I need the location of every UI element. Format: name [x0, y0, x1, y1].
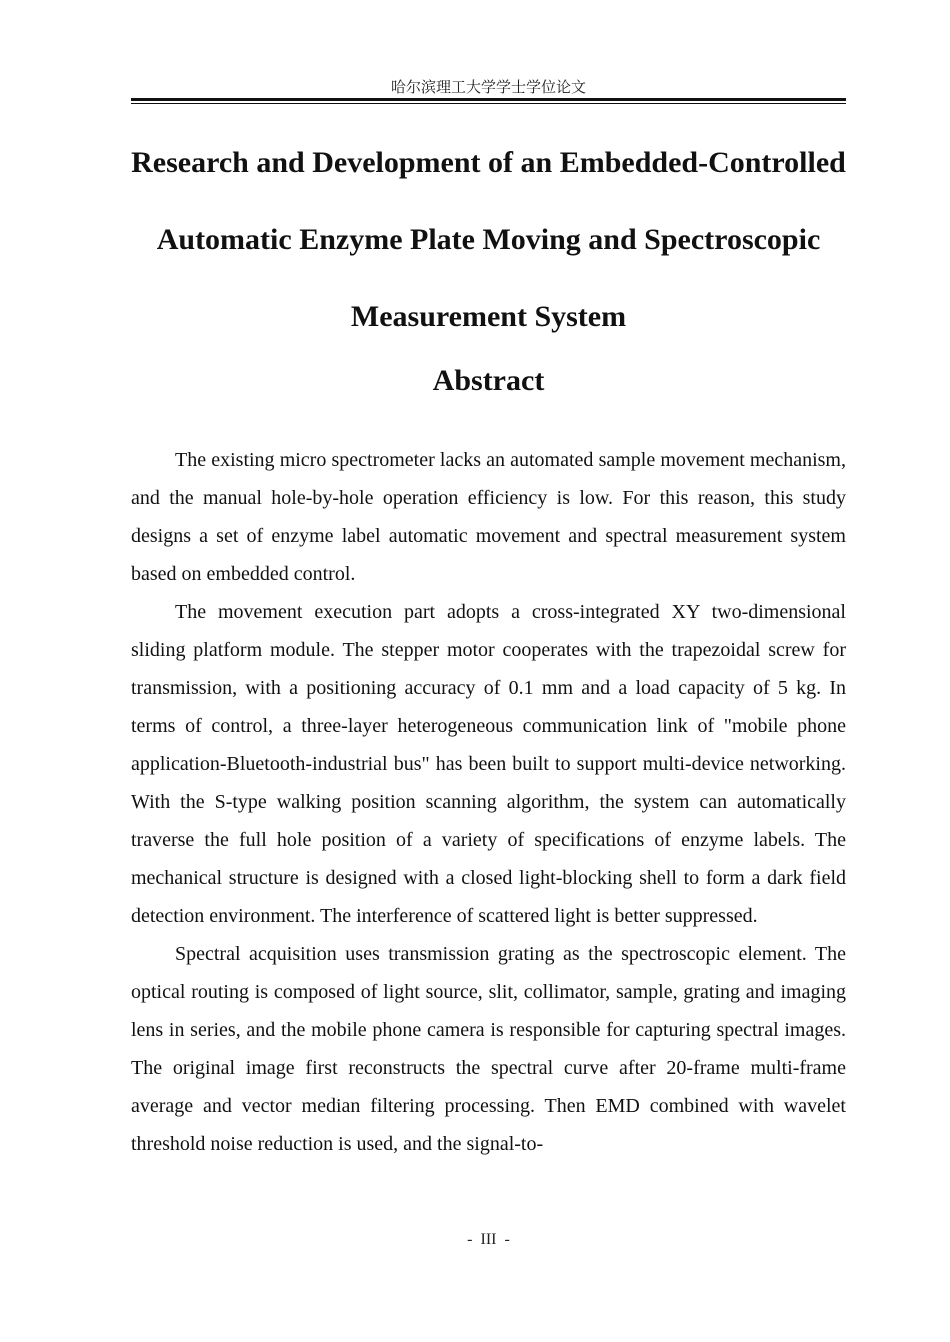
- running-header: 哈尔滨理工大学学士学位论文: [390, 80, 586, 96]
- page-number: - III -: [467, 1231, 510, 1248]
- abstract-paragraph: Spectral acquisition uses transmission grating as the spectroscopic element. The optical routing is composed of light source, slit, collimator, sample, grating and imaging lens in series, and the mobile phone camera is responsible for capturing spectral images. The original image first reconstructs the spectral curve after 20-frame multi-frame average and vector median filtering processing. Then EMD combined with wavelet threshold noise reduction is used, and the signal-to-: [131, 943, 846, 1155]
- abstract-heading: Abstract: [432, 364, 545, 397]
- abstract-paragraph: The existing micro spectrometer lacks an automated sample movement mechanism, and the manual hole-by-hole operation efficiency is low. For this reason, this study designs a set of enzyme label automatic movement and spectral measurement system based on embedded control.: [131, 449, 846, 585]
- header-rule-thick: [131, 98, 846, 101]
- abstract-paragraph: The movement execution part adopts a cross-integrated XY two-dimensional sliding platform module. The stepper motor cooperates with the trapezoidal screw for transmission, with a positioning accuracy of 0.1 mm and a load capacity of 5 kg. In terms of control, a three-layer heterogeneous communication link of "mobile phone application-Bluetooth-industrial bus" has been built to support multi-device networking. With the S-type walking position scanning algorithm, the system can automatically traverse the full hole position of a variety of specifications of enzyme labels. The mechanical structure is designed with a closed light-blocking shell to form a dark field detection environment. The interference of scattered light is better suppressed.: [131, 601, 846, 927]
- abstract-body: [131, 441, 846, 1163]
- thesis-title: Research and Development of an Embedded-Controlled Automatic Enzyme Plate Moving and Spectroscopic Measurement System: [131, 146, 846, 333]
- header-rule-thin: [131, 103, 846, 104]
